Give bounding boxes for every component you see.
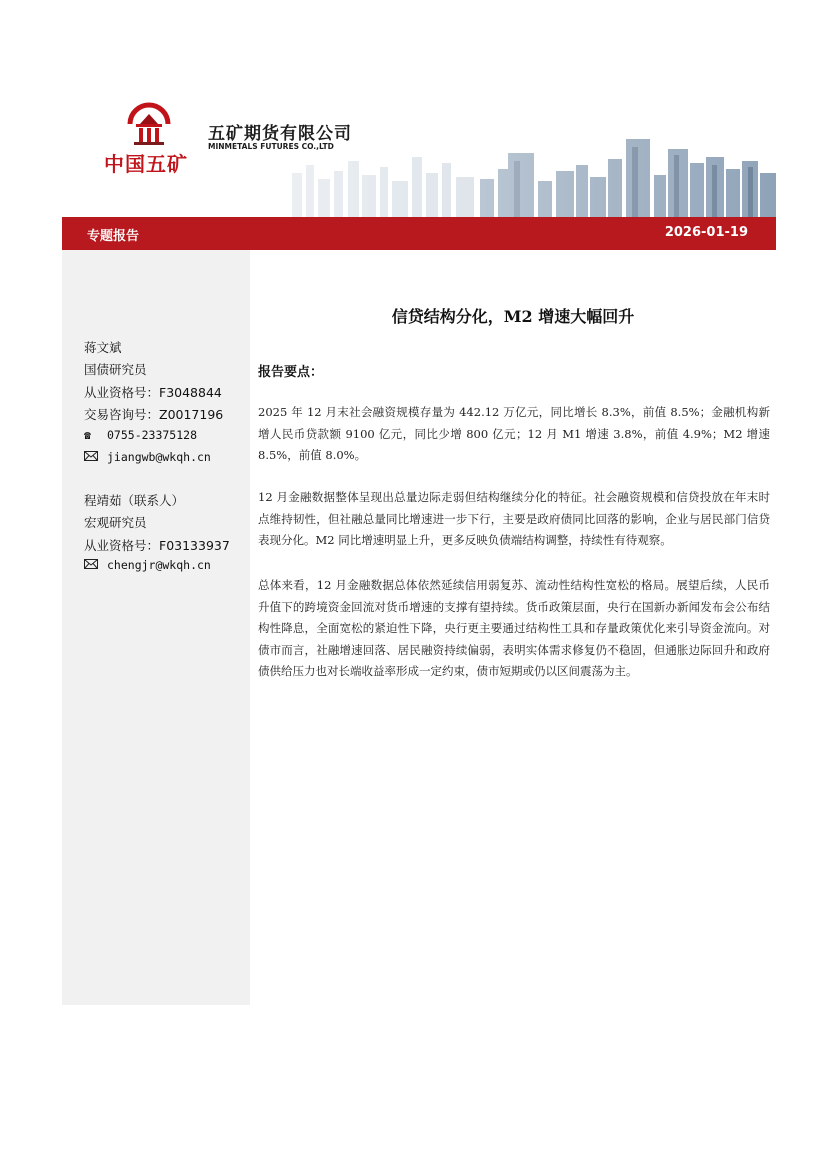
- section-heading: 报告要点：: [258, 365, 324, 380]
- report-banner: [62, 217, 776, 250]
- report-type-label: 专题报告: [87, 229, 140, 244]
- author-consult-number: 交易咨询号：Z0017196: [84, 407, 224, 422]
- phone-icon: ☎: [84, 428, 91, 442]
- logo-text: 中国五矿: [104, 152, 188, 176]
- author-sidebar: [62, 250, 250, 1005]
- author-email[interactable]: jiangwb@wkqh.cn: [107, 450, 211, 464]
- author-phone: 0755-23375128: [107, 428, 198, 442]
- paragraph: 12 月金融数据整体呈现出总量边际走弱但结构继续分化的特征。社会融资规模和信贷投放在年末时点维持韧性，但社融总量同比增速进一步下行，主要是政府债同比回落的影响，企业与居民部门信贷表现分化。M2 同比增速明显上升，更多反映负债端结构调整，持续性有待观察。: [258, 490, 770, 547]
- paragraph: 2025 年 12 月末社会融资规模存量为 442.12 万亿元，同比增长 8.3%，前值 8.5%；金融机构新增人民币贷款额 9100 亿元，同比少增 800 亿元；12 月 M1 增速 3.8%，前值 4.9%；M2 增速 8.5%，前值 8.0%。: [258, 405, 770, 462]
- author-name: 程靖茹（联系人）: [84, 493, 185, 508]
- company-name-cn: 五矿期货有限公司: [208, 124, 352, 144]
- author-email[interactable]: chengjr@wkqh.cn: [107, 558, 211, 572]
- author-qualification: 从业资格号：F3048844: [84, 385, 222, 400]
- author-qualification: 从业资格号：F03133937: [84, 538, 230, 553]
- paragraph: 总体来看，12 月金融数据总体依然延续信用弱复苏、流动性结构性宽松的格局。展望后续，人民币升值下的跨境资金回流对货币增速的支撑有望持续。货币政策层面，央行在国新办新闻发布会公布结构性降息，全面宽松的紧迫性下降，央行更主要通过结构性工具和存量政策优化来引导资金流向。对债市而言，社融增速回落、居民融资持续偏弱，表明实体需求修复仍不稳固，但通胀边际回升和政府债供给压力也对长端收益率形成一定约束，债市短期或仍以区间震荡为主。: [258, 578, 770, 678]
- author-email-row: [84, 558, 211, 572]
- company-name-en: MINMETALS FUTURES CO.,LTD: [208, 142, 334, 151]
- email-icon: [84, 558, 99, 572]
- author-phone-row: [84, 428, 197, 442]
- report-title: 信贷结构分化，M2 增速大幅回升: [391, 307, 635, 326]
- author-name: 蒋文斌: [84, 340, 122, 355]
- author-role: 宏观研究员: [84, 515, 147, 530]
- company-logo-icon: [126, 100, 172, 148]
- author-role: 国债研究员: [84, 362, 147, 377]
- email-icon: [84, 450, 99, 464]
- author-email-row: [84, 450, 211, 464]
- report-date: 2026-01-19: [664, 225, 748, 240]
